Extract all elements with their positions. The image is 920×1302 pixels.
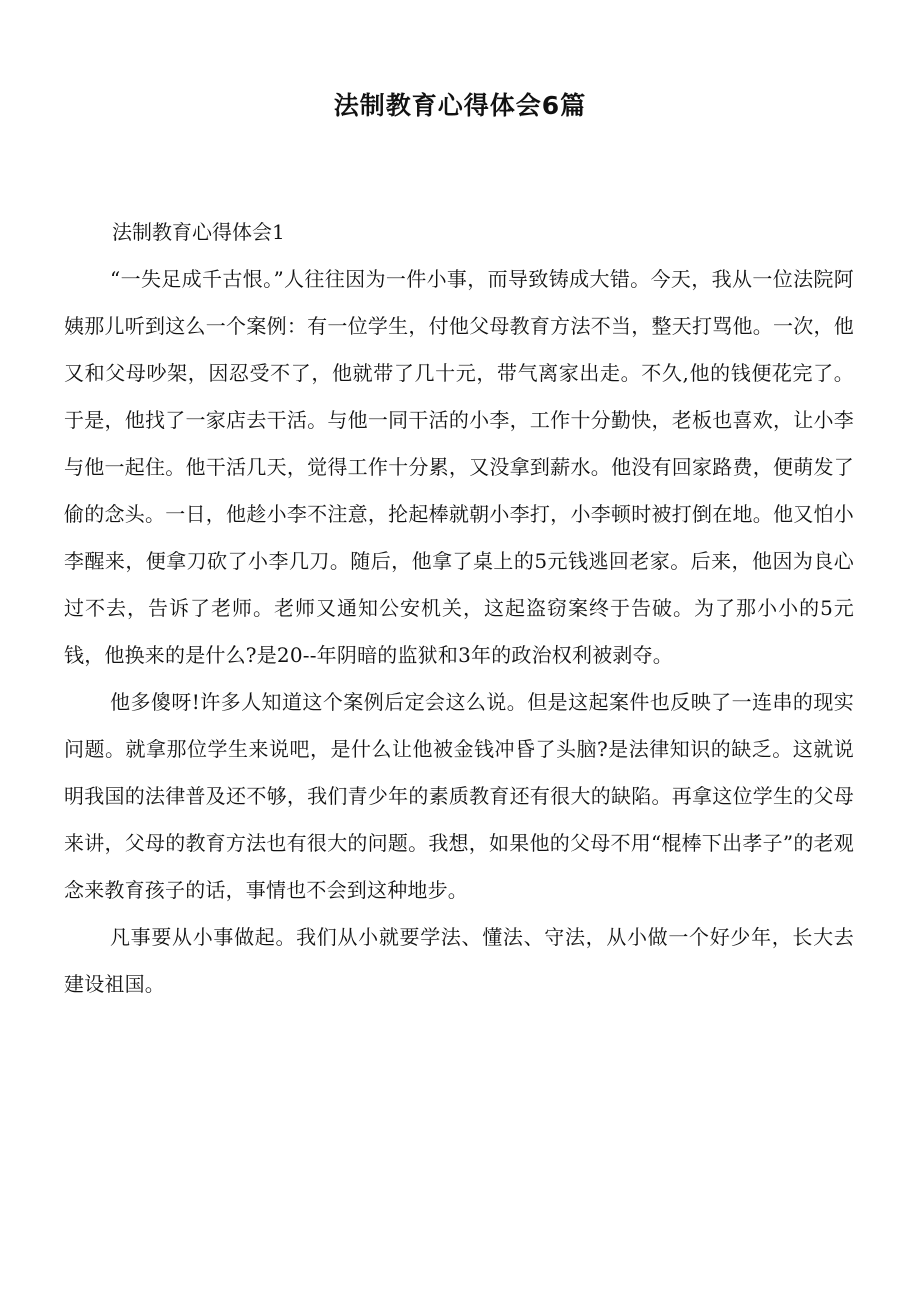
paragraph-2: 他多傻呀!许多人知道这个案例后定会这么说。但是这起案件也反映了一连串的现实问题。就拿那位学生来说吧，是什么让他被金钱冲昏了头脑?是法律知识的缺乏。这就说明我国的法律普及还不够，我们青少年的素质教育还有很大的缺陷。再拿这位学生的父母来讲，父母的教育方法也有很大的问题。我想，如果他的父母不用“棍棒下出孝子”的老观念来教育孩子的话，事情也不会到这种地步。 <box>64 690 854 902</box>
section-heading: 法制教育心得体会1 <box>112 220 285 244</box>
paragraph-3: 凡事要从小事做起。我们从小就要学法、懂法、守法，从小做一个好少年，长大去建设祖国。 <box>64 925 854 996</box>
document-body <box>64 208 854 1008</box>
paragraph-1: “一失足成千古恨。”人往往因为一件小事，而导致铸成大错。今天，我从一位法院阿姨那儿听到这么一个案例：有一位学生，付他父母教育方法不当，整天打骂他。一次，他又和父母吵架，因忍受不了，他就带了几十元，带气离家出走。不久,他的钱便花完了。于是，他找了一家店去干活。与他一同干活的小李，工作十分勤快，老板也喜欢，让小李与他一起住。他干活几天，觉得工作十分累，又没拿到薪水。他没有回家路费，便萌发了偷的念头。一日，他趁小李不注意，抡起棒就朝小李打，小李顿时被打倒在地。他又怕小李醒来，便拿刀砍了小李几刀。随后，他拿了桌上的5元钱逃回老家。后来，他因为良心过不去，告诉了老师。老师又通知公安机关，这起盗窃案终于告破。为了那小小的5元钱，他换来的是什么?是20--年阴暗的监狱和3年的政治权利被剥夺。 <box>64 267 854 667</box>
document-title: 法制教育心得体会6篇 <box>333 91 587 120</box>
